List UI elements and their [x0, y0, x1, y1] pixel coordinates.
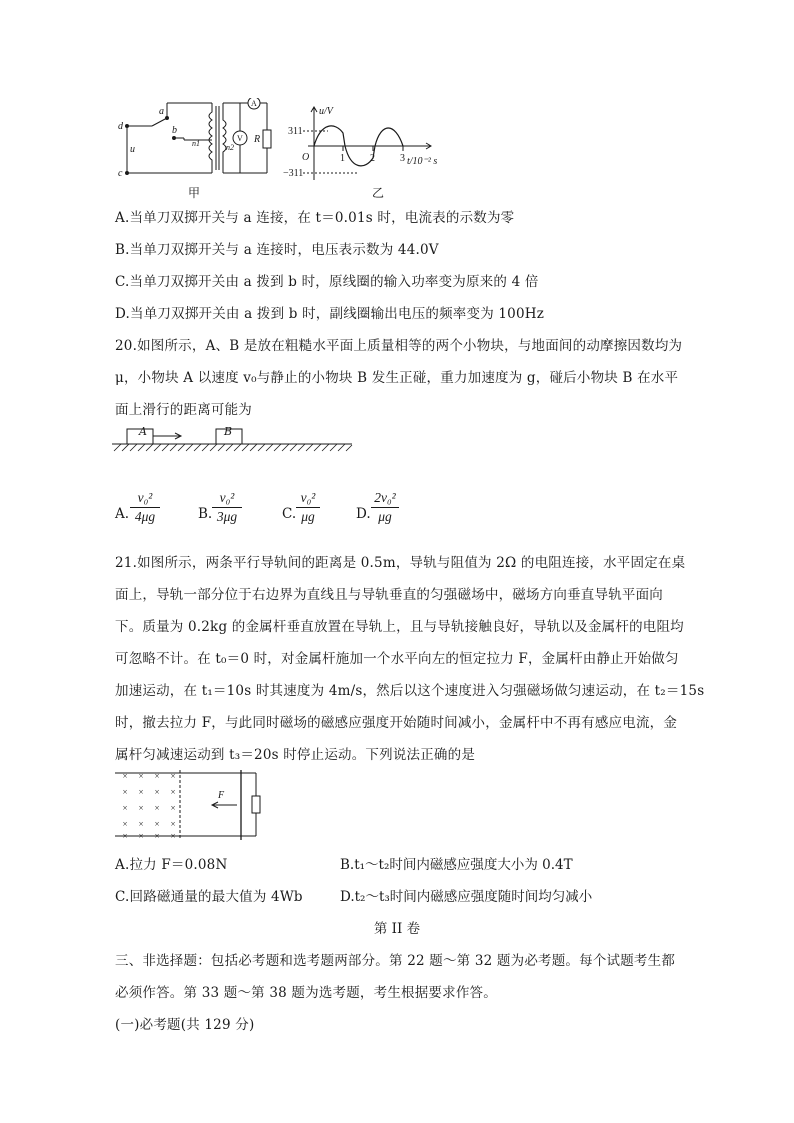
- wave-y-axis-label: u/V: [319, 106, 333, 117]
- q21-stem-line-5: 加速运动，在 t₁＝10s 时其速度为 4m/s，然后以这个速度进入匀强磁场做匀速运动，在 t₂＝15s: [115, 683, 705, 699]
- q19-option-a: A.当单刀双掷开关与 a 连接，在 t＝0.01s 时，电流表的示数为零: [115, 210, 515, 226]
- q20-option-b-label: B.: [198, 506, 213, 522]
- q20-option-d-denominator: μg: [378, 509, 392, 524]
- svg-text:×: ×: [138, 803, 144, 813]
- q21-stem-line-7: 属杆匀减速运动到 t₃＝20s 时停止运动。下列说法正确的是: [115, 747, 476, 763]
- q21-stem-line-4: 可忽略不计。在 t₀＝0 时，对金属杆施加一个水平向左的恒定拉力 F，金属杆由静止开始做匀: [115, 651, 679, 667]
- voltage-u-label: u: [130, 144, 135, 155]
- required-questions-heading: (一)必考题(共 129 分): [115, 1017, 255, 1033]
- q19-option-b: B.当单刀双掷开关与 a 连接时，电压表示数为 44.0V: [115, 242, 439, 258]
- svg-text:×: ×: [138, 819, 144, 829]
- svg-text:×: ×: [138, 787, 144, 797]
- voltage-waveform-graph: [283, 104, 453, 184]
- q20-option-a-denominator: 4μg: [134, 509, 156, 524]
- svg-text:×: ×: [122, 787, 128, 797]
- svg-text:×: ×: [154, 771, 160, 781]
- svg-text:×: ×: [122, 831, 128, 841]
- q21-option-a: A.拉力 F＝0.08N: [115, 857, 228, 873]
- q21-stem-line-6: 时，撤去拉力 F，与此同时磁场的磁感应强度开始随时间减小，金属杆中不再有感应电流，金: [115, 715, 678, 731]
- q20-option-c-numerator: v₀²: [300, 490, 316, 505]
- q21-stem-line-2: 面上，导轨一部分位于右边界为直线且与导轨垂直的匀强磁场中，磁场方向垂直导轨平面向: [115, 587, 663, 603]
- svg-text:×: ×: [122, 803, 128, 813]
- q21-option-b: B.t₁～t₂时间内磁感应强度大小为 0.4T: [340, 857, 573, 873]
- primary-turns-label: n1: [192, 139, 200, 148]
- switch-a-label: a: [159, 106, 164, 117]
- svg-text:×: ×: [170, 819, 176, 829]
- switch-b-label: b: [172, 125, 177, 136]
- wave-tick-3: 3: [400, 153, 405, 164]
- q19-option-c: C.当单刀双掷开关由 a 拨到 b 时，原线圈的输入功率变为原来的 4 倍: [115, 274, 539, 290]
- q20-option-b-denominator: 3μg: [216, 509, 238, 524]
- wave-x-axis-label: t/10⁻² s: [407, 156, 438, 167]
- section-2-title: 第 II 卷: [373, 921, 421, 937]
- q20-option-d-label: D.: [356, 506, 371, 522]
- q20-stem-line-3: 面上滑行的距离可能为: [115, 402, 252, 418]
- q20-option-c-denominator: μg: [301, 509, 315, 524]
- block-b-label: B: [224, 425, 233, 438]
- svg-text:×: ×: [122, 819, 128, 829]
- section-3-intro-line-2: 必须作答。第 33 题～第 38 题为选考题，考生根据要求作答。: [115, 985, 497, 1001]
- magnetic-field-rail-diagram: [115, 770, 275, 842]
- terminal-d-label: d: [118, 121, 123, 132]
- wave-tick-2: 2: [370, 153, 375, 164]
- transformer-circuit-diagram: [112, 98, 292, 198]
- svg-text:×: ×: [122, 771, 128, 781]
- wave-origin-label: O: [302, 152, 310, 163]
- q21-stem-line-3: 下。质量为 0.2kg 的金属杆垂直放置在导轨上，且与导轨接触良好，导轨以及金属杆的电阻均: [115, 619, 684, 635]
- blocks-collision-diagram: [112, 424, 357, 452]
- q20-option-a-fraction: [130, 490, 160, 525]
- figure-jia-caption: 甲: [188, 186, 201, 200]
- q20-option-d-fraction: [371, 490, 399, 525]
- svg-text:×: ×: [170, 803, 176, 813]
- force-f-label: F: [218, 790, 225, 801]
- terminal-c-label: c: [118, 168, 123, 179]
- voltmeter-label: V: [237, 134, 243, 143]
- block-a-label: A: [139, 425, 147, 438]
- svg-text:×: ×: [154, 787, 160, 797]
- q20-stem-line-1: 20.如图所示，A、B 是放在粗糙水平面上质量相等的两个小物块，与地面间的动摩擦因数均为: [115, 338, 683, 354]
- svg-text:×: ×: [170, 831, 176, 841]
- wave-trough-label: −311: [283, 168, 304, 179]
- q20-option-a-label: A.: [115, 506, 130, 522]
- svg-text:×: ×: [138, 831, 144, 841]
- secondary-turns-label: n2: [226, 143, 234, 152]
- q20-option-c-label: C.: [282, 506, 297, 522]
- resistor-label: R: [254, 134, 261, 145]
- q20-option-d-numerator: 2v₀²: [374, 490, 396, 505]
- svg-text:×: ×: [154, 803, 160, 813]
- q21-option-c: C.回路磁通量的最大值为 4Wb: [115, 889, 303, 905]
- svg-text:×: ×: [154, 819, 160, 829]
- q21-option-d: D.t₂～t₃时间内磁感应强度随时间均匀减小: [340, 889, 593, 905]
- q20-option-b-numerator: v₀²: [219, 490, 235, 505]
- q20-option-b-fraction: [212, 490, 242, 525]
- wave-tick-1: 1: [340, 153, 345, 164]
- q21-stem-line-1: 21.如图所示，两条平行导轨间的距离是 0.5m，导轨与阻值为 2Ω 的电阻连接，水平固定在桌: [115, 555, 686, 571]
- ammeter-label: A: [251, 99, 257, 108]
- svg-text:×: ×: [170, 787, 176, 797]
- svg-text:×: ×: [138, 771, 144, 781]
- q20-stem-line-2: μ，小物块 A 以速度 v₀与静止的小物块 B 发生正碰，重力加速度为 g，碰后小物块 B 在水平: [115, 370, 679, 386]
- q20-option-a-numerator: v₀²: [137, 490, 153, 505]
- figure-yi-caption: 乙: [372, 186, 385, 200]
- q20-option-c-fraction: [296, 490, 320, 525]
- section-3-intro-line-1: 三、非选择题：包括必考题和选考题两部分。第 22 题～第 32 题为必考题。每个试题考生都: [115, 953, 676, 969]
- svg-text:×: ×: [170, 771, 176, 781]
- q19-option-d: D.当单刀双掷开关由 a 拨到 b 时，副线圈输出电压的频率变为 100Hz: [115, 306, 545, 322]
- wave-peak-label: 311: [288, 126, 303, 137]
- svg-text:×: ×: [154, 831, 160, 841]
